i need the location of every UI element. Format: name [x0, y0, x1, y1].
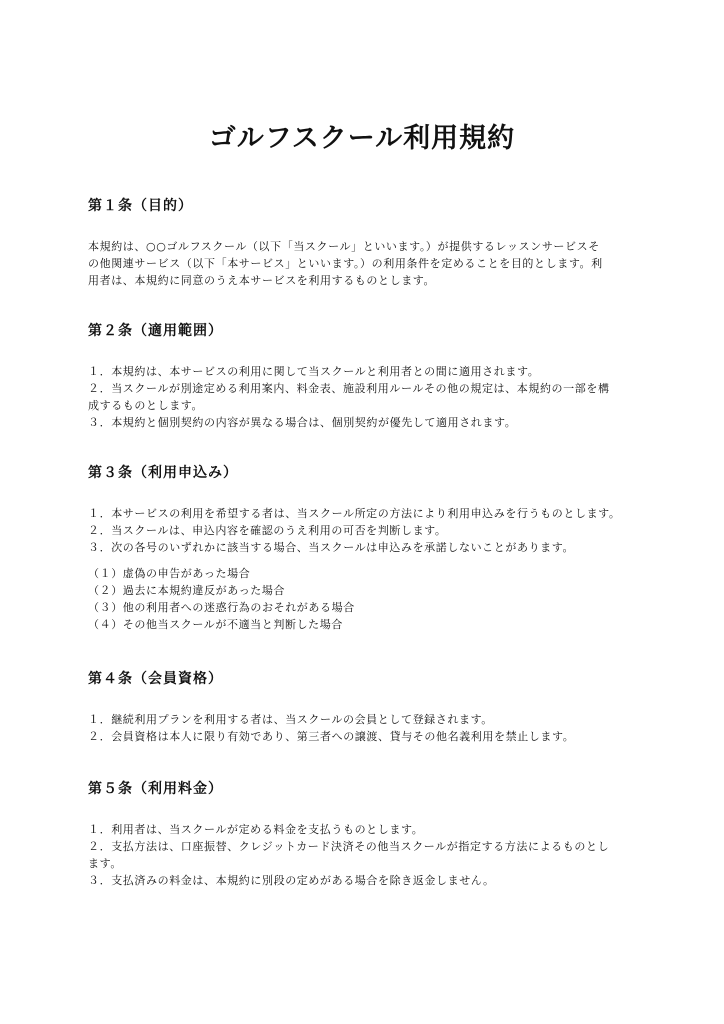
article-2-line-1: １．本規約は、本サービスの利用に関して当スクールと利用者との間に適用されます。: [88, 365, 540, 378]
article-5-line-4: ３．支払済みの料金は、本規約に別段の定めがある場合を除き返金しません。: [88, 874, 495, 887]
article-5-line-2: ２．支払方法は、口座振替、クレジットカード決済その他当スクールが指定する方法によるものとし: [88, 840, 610, 853]
article-2: [88, 321, 648, 431]
article-1-line-2: の他関連サービス（以下「本サービス」といいます。）の利用条件を定めることを目的とします。利: [88, 257, 603, 270]
article-3-item-3: （３）他の利用者への迷惑行為のおそれがある場合: [88, 601, 355, 614]
article-5-line-3: ます。: [88, 857, 122, 870]
article-4-heading: 第４条（会員資格）: [88, 671, 223, 687]
article-1-line-3: 用者は、本規約に同意のうえ本サービスを利用するものとします。: [88, 274, 436, 287]
article-3-line-2: ２．当スクールは、申込内容を確認のうえ利用の可否を判断します。: [88, 524, 447, 537]
paragraph-gap: [88, 556, 648, 565]
article-2-heading: 第２条（適用範囲）: [88, 323, 223, 339]
article-3: [88, 463, 648, 633]
article-2-line-3: 成するものとします。: [88, 399, 204, 412]
article-4-line-2: ２．会員資格は本人に限り有効であり、第三者への譲渡、貸与その他名義利用を禁止します。: [88, 730, 575, 743]
article-5-heading: 第５条（利用料金）: [88, 781, 223, 797]
article-2-line-4: ３．本規約と個別契約の内容が異なる場合は、個別契約が優先して適用されます。: [88, 416, 517, 429]
article-4: [88, 669, 648, 745]
document-title: ゴルフスクール利用規約: [208, 123, 516, 154]
article-3-item-2: （２）過去に本規約違反があった場合: [88, 584, 286, 597]
article-1-heading: 第１条（目的）: [88, 198, 193, 214]
article-2-line-2: ２．当スクールが別途定める利用案内、料金表、施設利用ルールその他の規定は、本規約の一部を構: [88, 382, 610, 395]
article-5: [88, 779, 648, 889]
article-3-heading: 第３条（利用申込み）: [88, 465, 238, 481]
article-3-item-1: （１）虚偽の申告があった場合: [88, 567, 251, 580]
article-3-line-3: ３．次の各号のいずれかに該当する場合、当スクールは申込みを承諾しないことがあります。: [88, 541, 575, 554]
article-4-line-1: １．継続利用プランを利用する者は、当スクールの会員として登録されます。: [88, 713, 493, 726]
article-1: [88, 196, 648, 289]
article-3-line-1: １．本サービスの利用を希望する者は、当スクール所定の方法により利用申込みを行うものとします。: [88, 507, 621, 520]
article-3-item-4: （４）その他当スクールが不適当と判断した場合: [88, 618, 343, 631]
article-5-line-1: １．利用者は、当スクールが定める料金を支払うものとします。: [88, 823, 424, 836]
article-1-line-1: 本規約は、○○ゴルフスクール（以下「当スクール」といいます。）が提供するレッスンサービスそ: [88, 240, 600, 253]
